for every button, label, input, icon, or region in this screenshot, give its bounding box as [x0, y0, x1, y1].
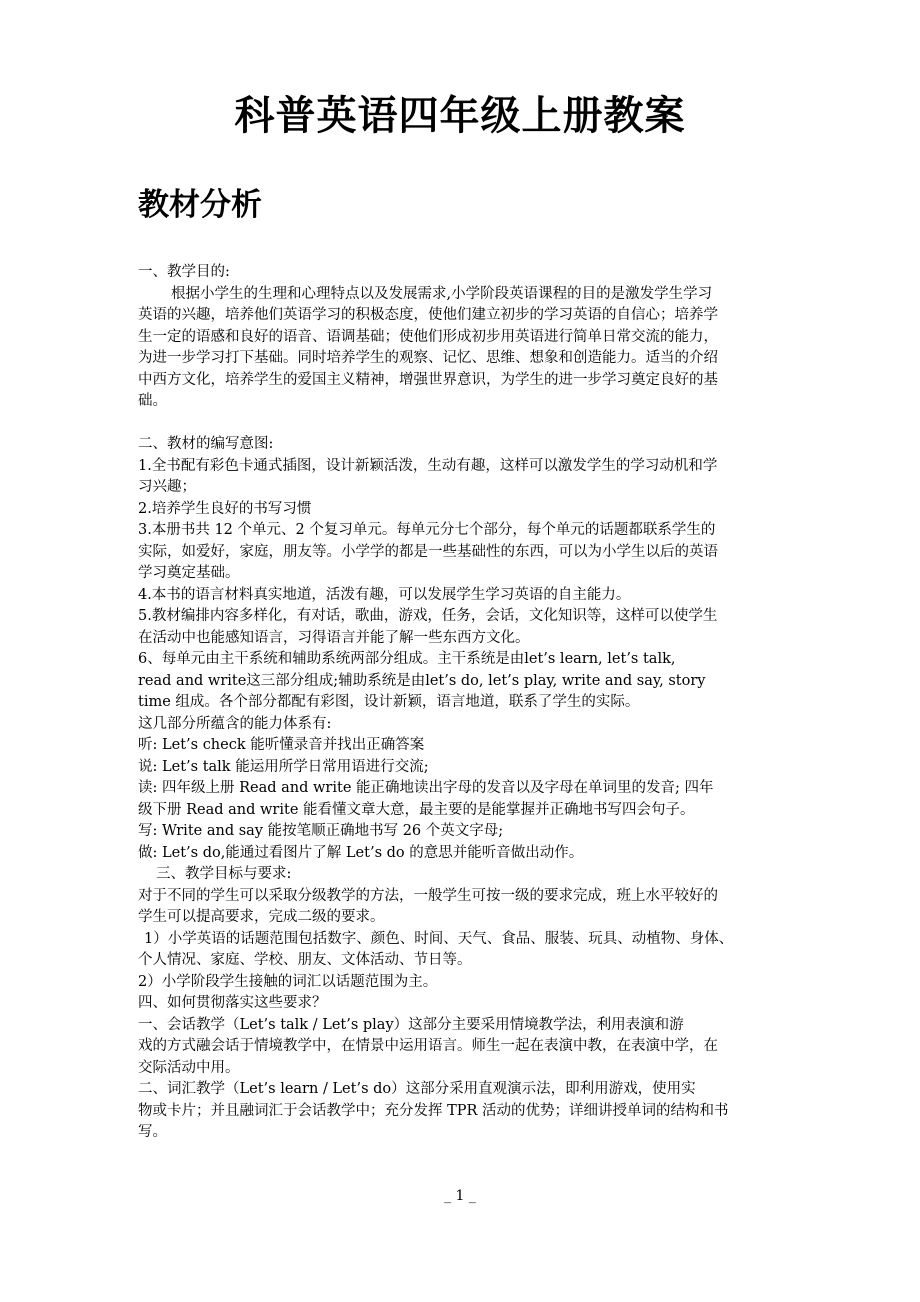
paragraph-line: 础。 — [138, 393, 167, 409]
heading-goals: 三、教学目标与要求: — [156, 866, 292, 882]
paragraph-line: 写。 — [138, 1124, 167, 1140]
list-line: 2）小学阶段学生接触的词汇以话题范围为主。 — [138, 973, 438, 990]
paragraph-line: 物或卡片；并且融词汇于会话教学中；充分发挥 TPR 活动的优势；详细讲授单词的结构和书 — [138, 1102, 729, 1119]
paragraph-line: 戏的方式融会话于情境教学中，在情景中运用语言。师生一起在表演中教，在表演中学，在 — [138, 1038, 718, 1054]
paragraph-line: 生一定的语感和良好的语音、语调基础；使他们形成初步用英语进行简单日常交流的能力， — [138, 328, 718, 345]
list-line: 1.全书配有彩色卡通式插图，设计新颖活泼，生动有趣，这样可以激发学生的学习动机和学 — [138, 457, 718, 474]
paragraph-line: 对于不同的学生可以采取分级教学的方法，一般学生可按一级的要求完成，班上水平较好的 — [138, 887, 718, 904]
list-line: time 组成。各个部分都配有彩图，设计新颖，语言地道，联系了学生的实际。 — [138, 694, 640, 710]
list-line: 个人情况、家庭、学校、朋友、文体活动、节日等。 — [138, 952, 472, 968]
skill-line: 做: Let’s do,能通过看图片了解 Let’s do 的意思并能听音做出动作。 — [138, 844, 584, 861]
list-line: 3.本册书共 12 个单元、2 个复习单元。每单元分七个部分，每个单元的话题都联系学生的 — [138, 522, 716, 538]
heading-intent: 二、教材的编写意图: — [138, 436, 274, 452]
list-line: 1）小学英语的话题范围包括数字、颜色、时间、天气、食品、服装、玩具、动植物、身体、 — [144, 930, 734, 947]
section-heading: 教材分析 — [138, 187, 262, 223]
paragraph-line: 一、会话教学（Let’s talk / Let’s play）这部分主要采用情境教学法，利用表演和游 — [138, 1016, 684, 1033]
list-line: 实际，如爱好，家庭，朋友等。小学学的都是一些基础性的东西，可以为小学生以后的英语 — [138, 543, 718, 560]
page-number: _ 1 _ — [444, 1188, 476, 1204]
skill-line: 级下册 Read and write 能看懂文章大意，最主要的是能掌握并正确地书写四会句子。 — [138, 801, 695, 818]
heading-implementation: 四、如何贯彻落实这些要求？ — [138, 995, 327, 1011]
skill-line: 写: Write and say 能按笔顺正确地书写 26 个英文字母; — [138, 823, 504, 839]
paragraph-line: 中西方文化，培养学生的爱国主义精神，增强世界意识，为学生的进一步学习奠定良好的基 — [138, 371, 718, 388]
skill-line: 说: Let’s talk 能运用所学日常用语进行交流; — [138, 758, 429, 775]
document-title: 科普英语四年级上册教案 — [234, 93, 686, 139]
blank-line — [138, 413, 798, 435]
list-line: 6、每单元由主干系统和辅助系统两部分组成。主干系统是由let’s learn, let’s talk, — [138, 651, 676, 667]
list-line: 2.培养学生良好的书写习惯 — [138, 500, 312, 517]
list-line: read and write这三部分组成;辅助系统是由let’s do, let’s play, write and say, story — [138, 672, 706, 689]
paragraph-line: 英语的兴趣，培养他们英语学习的积极态度，使他们建立初步的学习英语的自信心；培养学 — [138, 307, 718, 323]
list-line: 习兴趣； — [138, 479, 196, 495]
paragraph-line: 这几部分所蕴含的能力体系有: — [138, 715, 332, 732]
list-line: 学习奠定基础。 — [138, 565, 240, 581]
list-line: 在活动中也能感知语言，习得语言并能了解一些东西方文化。 — [138, 629, 530, 646]
paragraph-line: 根据小学生的生理和心理特点以及发展需求,小学阶段英语课程的目的是激发学生学习 — [171, 285, 713, 302]
heading-objectives: 一、教学目的: — [138, 264, 230, 280]
paragraph-line: 为进一步学习打下基础。同时培养学生的观察、记忆、思维、想象和创造能力。适当的介绍 — [138, 350, 718, 366]
paragraph-line: 二、词汇教学（Let’s learn / Let’s do）这部分采用直观演示法，即利用游戏，使用实 — [138, 1081, 696, 1097]
paragraph-line: 交际活动中用。 — [138, 1059, 240, 1076]
list-line: 5.教材编排内容多样化，有对话，歌曲，游戏，任务，会话，文化知识等，这样可以使学生 — [138, 608, 718, 624]
body-text — [138, 262, 798, 1144]
skill-line: 听: Let’s check 能听懂录音并找出正确答案 — [138, 737, 425, 753]
list-line: 4.本书的语言材料真实地道，活泼有趣，可以发展学生学习英语的自主能力。 — [138, 586, 631, 603]
paragraph-line: 学生可以提高要求，完成二级的要求。 — [138, 909, 385, 925]
skill-line: 读: 四年级上册 Read and write 能正确地读出字母的发音以及字母在单词里的发音; 四年 — [138, 780, 714, 796]
